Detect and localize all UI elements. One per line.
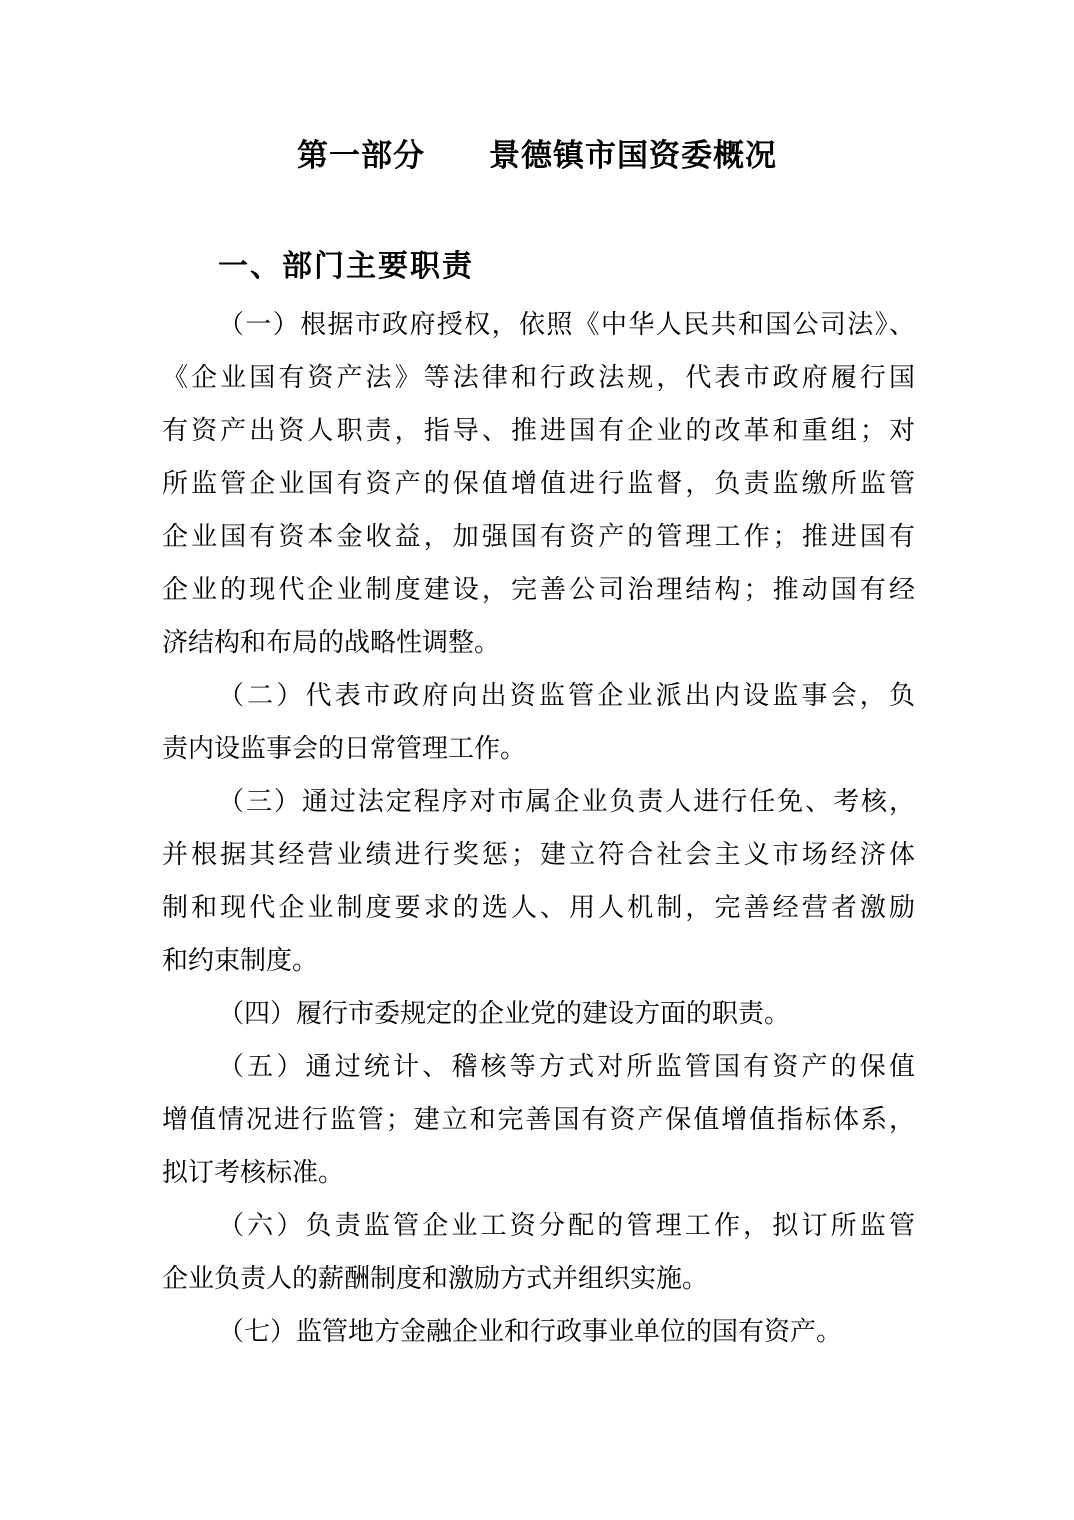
text-line: 拟订考核标准。	[162, 1158, 345, 1187]
text-line: （四）履行市委规定的企业党的建设方面的职责。	[218, 999, 791, 1028]
paragraph-5	[162, 1040, 915, 1199]
text-line: 增值情况进行监管；建立和完善国有资产保值增值指标体系，	[162, 1105, 915, 1134]
document-body	[162, 298, 915, 1358]
text-line: （三）通过法定程序对市属企业负责人进行任免、考核，	[218, 787, 915, 816]
paragraph-6	[162, 1199, 915, 1305]
paragraph-4	[162, 987, 915, 1040]
text-line: （七）监管地方金融企业和行政事业单位的国有资产。	[218, 1317, 843, 1346]
paragraph-7	[162, 1305, 915, 1358]
text-line: 责内设监事会的日常管理工作。	[162, 734, 527, 763]
text-line: 企业国有资本金收益，加强国有资产的管理工作；推进国有	[162, 522, 915, 551]
text-line: （一）根据市政府授权，依照《中华人民共和国公司法》、	[218, 310, 915, 339]
text-line: 济结构和布局的战略性调整。	[162, 628, 501, 657]
text-line: 制和现代企业制度要求的选人、用人机制，完善经营者激励	[162, 893, 915, 922]
text-line: 企业负责人的薪酬制度和激励方式并组织实施。	[162, 1264, 709, 1293]
paragraph-3	[162, 775, 915, 987]
text-line: 和约束制度。	[162, 946, 319, 975]
text-line: （六）负责监管企业工资分配的管理工作，拟订所监管	[218, 1211, 915, 1240]
text-line: 有资产出资人职责，指导、推进国有企业的改革和重组；对	[162, 416, 915, 445]
text-line: 企业的现代企业制度建设，完善公司治理结构；推动国有经	[162, 575, 915, 604]
text-line: 《企业国有资产法》等法律和行政法规，代表市政府履行国	[162, 363, 915, 392]
paragraph-1	[162, 298, 915, 669]
text-line: （二）代表市政府向出资监管企业派出内设监事会，负	[218, 681, 915, 710]
text-line: （五）通过统计、稽核等方式对所监管国有资产的保值	[218, 1052, 915, 1081]
paragraph-2	[162, 669, 915, 775]
document-title: 第一部分 景德镇市国资委概况	[297, 138, 777, 173]
text-line: 并根据其经营业绩进行奖惩；建立符合社会主义市场经济体	[162, 840, 915, 869]
section-heading: 一、部门主要职责	[218, 250, 474, 283]
text-line: 所监管企业国有资产的保值增值进行监督，负责监缴所监管	[162, 469, 915, 498]
